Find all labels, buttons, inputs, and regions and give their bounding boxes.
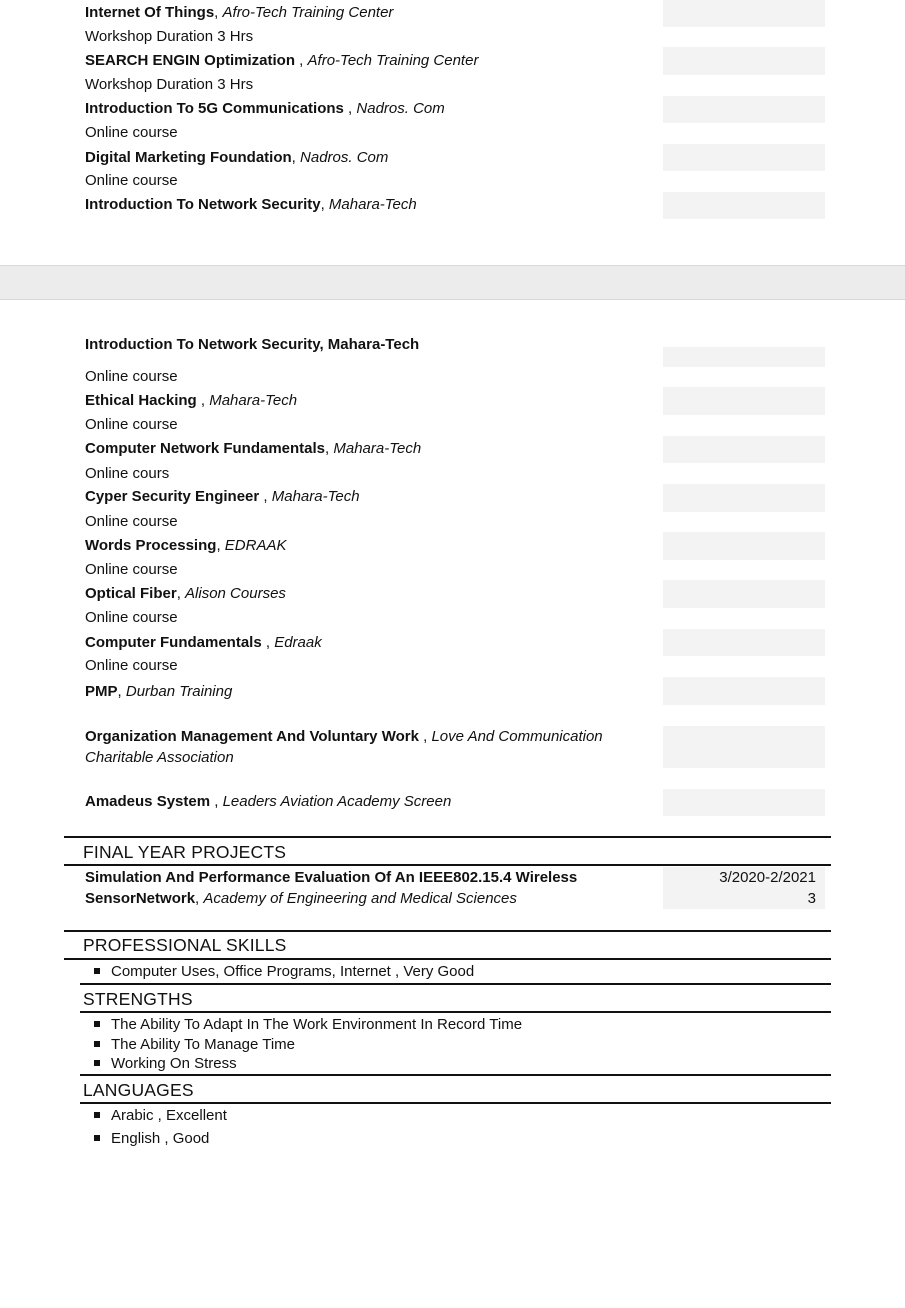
date-cell [663,532,825,560]
project-title: Simulation And Performance Evaluation Of An IEEE802.15.4 Wireless [85,869,578,886]
course-entry: Computer Fundamentals , Edraak [85,634,322,651]
bullet-icon [94,968,100,974]
course-entry: Amadeus System , Leaders Aviation Academy Screen [85,793,452,810]
document-page-bottom [0,300,905,1308]
date-cell [663,677,825,705]
project-title-continued: SensorNetwork, Academy of Engineering and Medical Sciences [85,890,517,907]
section-heading-languages: LANGUAGES [83,1080,194,1100]
course-subtitle: Online course [85,609,178,626]
course-entry: Internet Of Things, Afro-Tech Training Center [85,4,394,21]
cut-line-clip [0,336,905,356]
bullet-icon [94,1060,100,1066]
course-subtitle: Workshop Duration 3 Hrs [85,76,254,93]
date-cell [663,580,825,608]
page-content-clip [0,0,905,213]
skill-list-item: Computer Uses, Office Programs, Internet , Very Good [94,963,474,981]
section-divider [80,1102,831,1104]
course-entry: Computer Network Fundamentals, Mahara-Tech [85,440,422,457]
course-entry-continued: Charitable Association [85,749,234,766]
strength-list-item: The Ability To Manage Time [94,1036,295,1054]
course-entry: Introduction To Network Security, Mahara-Tech [85,196,417,213]
section-divider [64,958,831,960]
date-cell [663,144,825,171]
date-cell [663,726,825,768]
course-entry: Cyper Security Engineer , Mahara-Tech [85,488,360,505]
section-divider [80,983,831,985]
cut-course-entry: Introduction To Network Security, Mahara-Tech [85,336,420,353]
course-subtitle: Online course [85,657,178,674]
strength-list-item: Working On Stress [94,1055,237,1073]
course-entry: Organization Management And Voluntary Work , Love And Communication [85,728,603,745]
course-subtitle: Online course [85,124,178,141]
bullet-icon [94,1135,100,1141]
section-heading-strengths: STRENGTHS [83,989,193,1009]
course-subtitle: Online cours [85,465,170,482]
bullet-icon [94,1021,100,1027]
date-cell [663,629,825,656]
document-page-top [0,0,905,265]
date-cell [663,96,825,123]
date-cell [663,484,825,512]
section-divider [80,1011,831,1013]
date-cell [663,0,825,27]
course-entry: SEARCH ENGIN Optimization , Afro-Tech Training Center [85,52,479,69]
course-entry: Optical Fiber, Alison Courses [85,585,286,602]
course-subtitle: Online course [85,561,178,578]
course-subtitle: Workshop Duration 3 Hrs [85,28,254,45]
bullet-icon [94,1041,100,1047]
date-cell [663,436,825,463]
date-cell [663,387,825,415]
section-divider [80,1074,831,1076]
strength-list-item: The Ability To Adapt In The Work Environment In Record Time [94,1016,522,1034]
bullet-icon [94,1112,100,1118]
section-heading-professional-skills: PROFESSIONAL SKILLS [83,935,287,955]
course-entry: Ethical Hacking , Mahara-Tech [85,392,298,409]
section-divider [64,836,831,838]
course-entry: Digital Marketing Foundation, Nadros. Com [85,149,389,166]
date-cell [663,192,825,219]
project-grade: 3 [807,890,816,907]
section-divider [64,930,831,932]
course-entry: Words Processing, EDRAAK [85,537,287,554]
date-cell [663,356,825,367]
course-subtitle: Online course [85,513,178,530]
project-date: 3/2020-2/2021 [719,869,816,886]
date-cell [663,47,825,75]
course-subtitle: Online course [85,368,178,385]
section-heading-final-year-projects: FINAL YEAR PROJECTS [83,842,287,862]
page-gap [0,265,905,300]
date-cell [663,789,825,816]
course-entry: Introduction To 5G Communications , Nadros. Com [85,100,445,117]
section-divider [64,864,831,866]
course-subtitle: Online course [85,172,178,189]
date-cell [663,347,825,356]
language-list-item: English , Good [94,1130,209,1148]
course-subtitle: Online course [85,416,178,433]
course-entry: PMP, Durban Training [85,683,233,700]
language-list-item: Arabic , Excellent [94,1107,227,1125]
